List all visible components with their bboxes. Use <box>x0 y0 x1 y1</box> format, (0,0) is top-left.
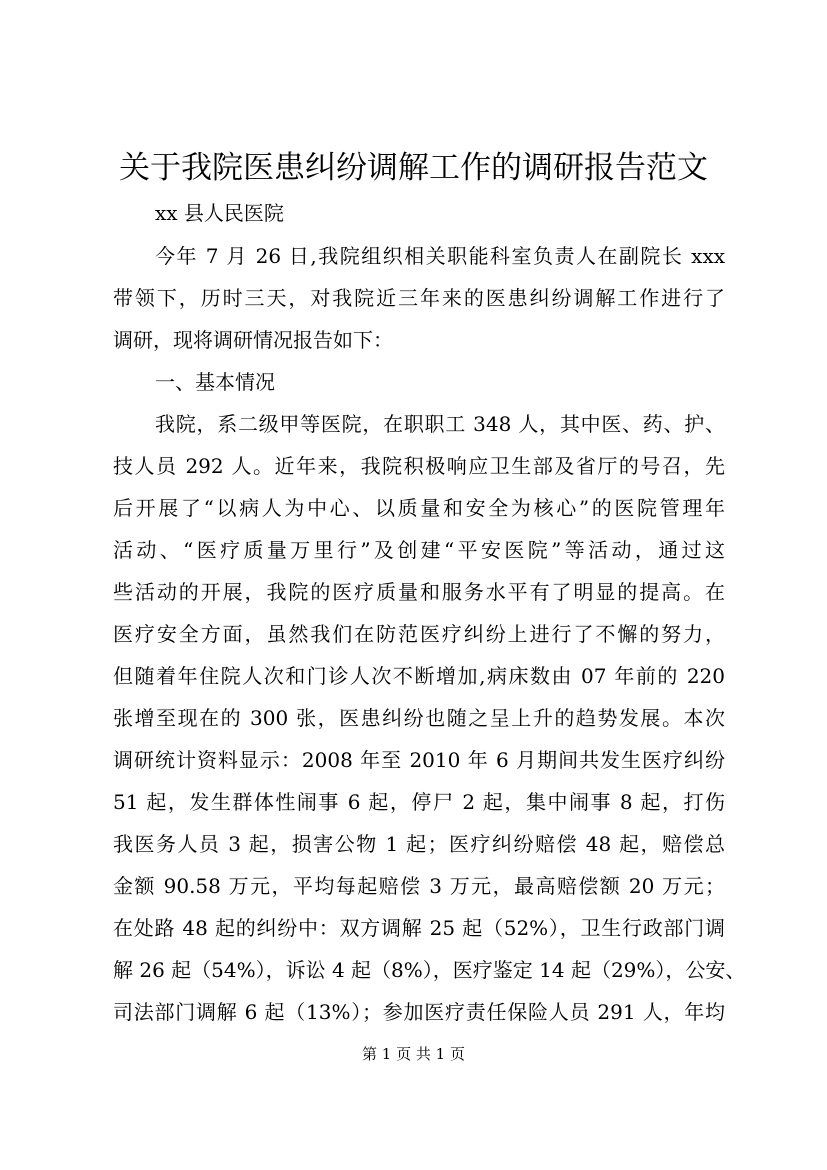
body-line-12: 张增至现在的 300 张，医患纠纷也随之呈上升的趋势发展。本次 <box>113 706 725 730</box>
document-title: 关于我院医患纠纷调解工作的调研报告范文 <box>119 150 708 186</box>
body-line-6: 技人员 292 人。近年来，我院积极响应卫生部及省厅的号召，先 <box>113 454 725 478</box>
body-line-5: 我院，系二级甲等医院，在职职工 348 人，其中医、药、护、 <box>155 412 725 436</box>
body-line-11: 但随着年住院人次和门诊人次不断增加,病床数由 07 年前的 220 <box>113 664 725 688</box>
body-line-14: 51 起，发生群体性闹事 6 起，停尸 2 起，集中闹事 8 起，打伤 <box>113 790 725 814</box>
body-line-18: 解 26 起（54%），诉讼 4 起（8%），医疗鉴定 14 起（29%），公安、 <box>113 958 746 982</box>
section-heading: 一、基本情况 <box>155 370 275 394</box>
body-line-10: 医疗安全方面，虽然我们在防范医疗纠纷上进行了不懈的努力， <box>113 622 725 646</box>
body-line-16: 金额 90.58 万元，平均每起赔偿 3 万元，最高赔偿额 20 万元； <box>113 874 725 898</box>
body-line-8: 活动、“医疗质量万里行”及创建“平安医院”等活动，通过这 <box>113 538 725 562</box>
body-line-2: 带领下，历时三天，对我院近三年来的医患纠纷调解工作进行了 <box>113 286 725 310</box>
body-line-7: 后开展了“以病人为中心、以质量和安全为核心”的医院管理年 <box>113 496 725 520</box>
page-footer: 第 1 页 共 1 页 <box>362 1045 465 1063</box>
body-line-17: 在处路 48 起的纠纷中：双方调解 25 起（52%），卫生行政部门调 <box>113 916 725 940</box>
body-line-1: 今年 7 月 26 日,我院组织相关职能科室负责人在副院长 xxx <box>155 244 725 268</box>
body-line-13: 调研统计资料显示：2008 年至 2010 年 6 月期间共发生医疗纠纷 <box>113 748 725 772</box>
author-line: xx 县人民医院 <box>155 201 284 225</box>
body-line-19: 司法部门调解 6 起（13%）；参加医疗责任保险人员 291 人，年均 <box>113 1000 725 1024</box>
body-line-3: 调研，现将调研情况报告如下： <box>113 328 393 352</box>
body-line-15: 我医务人员 3 起，损害公物 1 起；医疗纠纷赔偿 48 起，赔偿总 <box>113 832 725 856</box>
body-line-9: 些活动的开展，我院的医疗质量和服务水平有了明显的提高。在 <box>113 580 725 604</box>
